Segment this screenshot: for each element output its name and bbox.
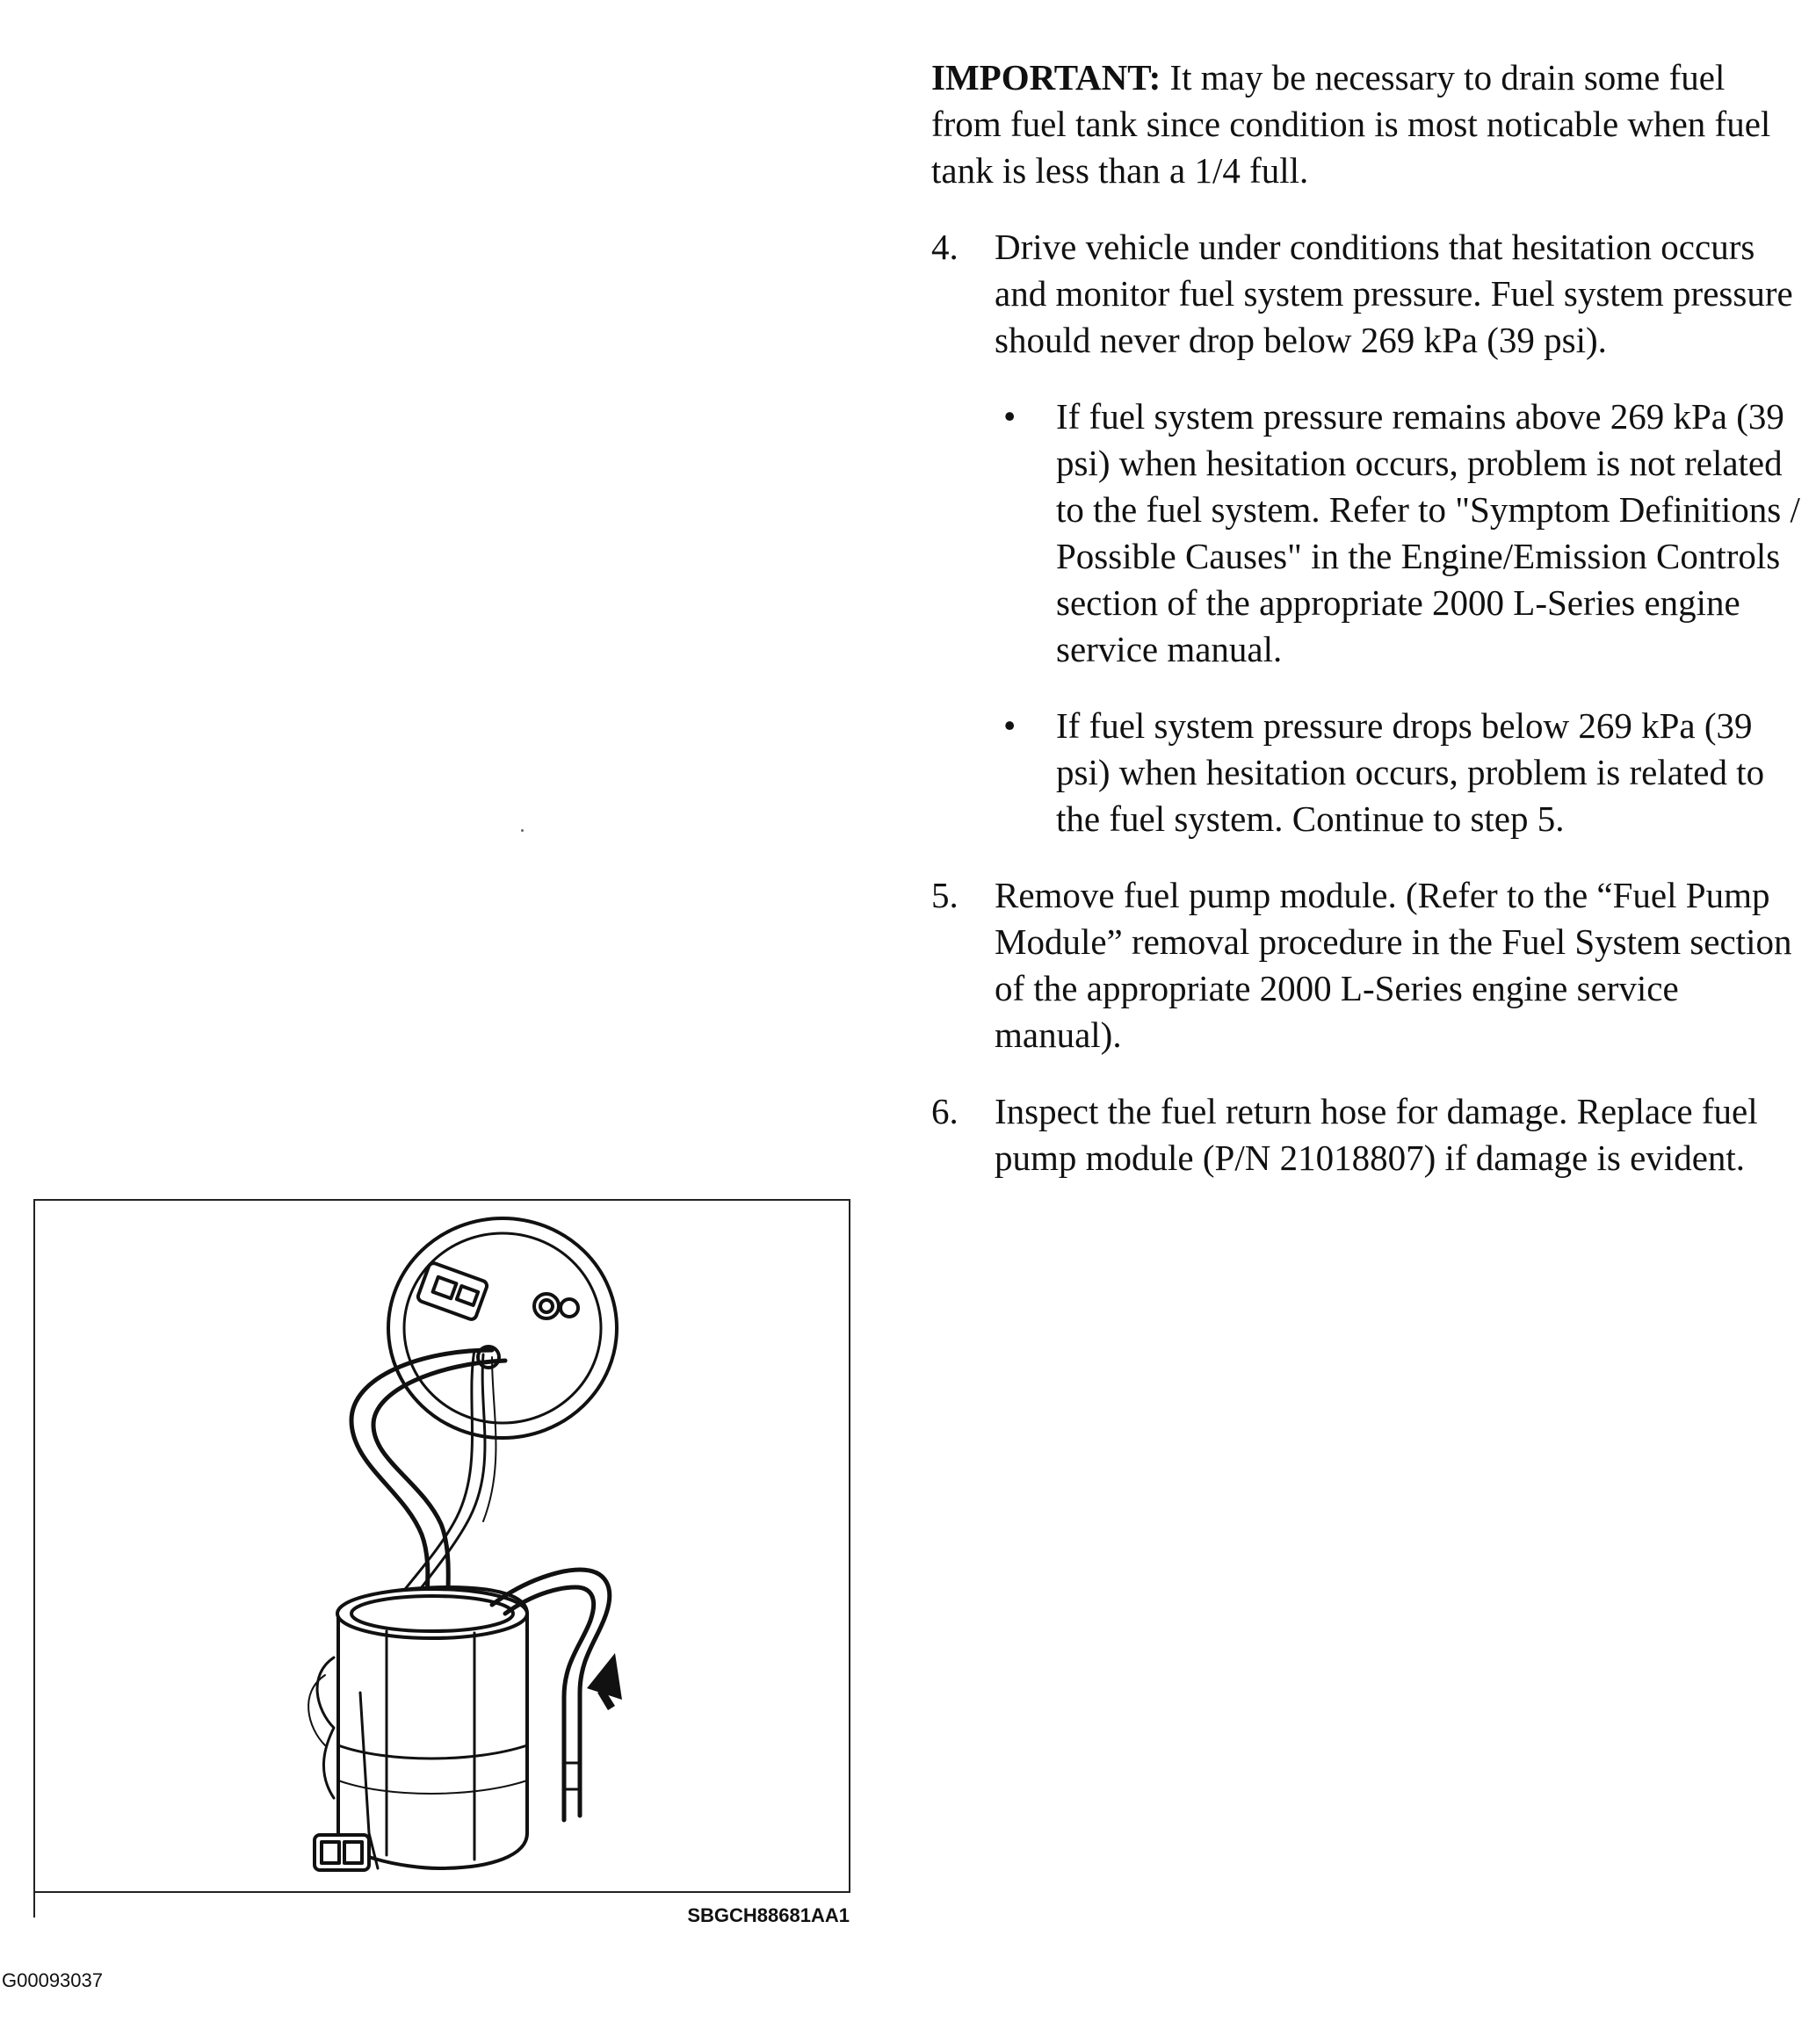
bullet-item [995,703,1801,842]
step-text: Drive vehicle under conditions that hesitation occurs and monitor fuel system pressure. Fuel system pressure should never drop below 269 kPa (39 psi). [995,227,1793,360]
bullet-item [995,394,1801,673]
step-4 [931,224,1801,364]
step-text: Remove fuel pump module. (Refer to the “Fuel Pump Module” removal procedure in the Fuel System section of the appropriate 2000 L-Series engine service manual). [995,875,1792,1055]
step-6 [931,1088,1801,1181]
scan-speck [521,829,524,832]
fuel-pump-module-figure [33,1199,850,1893]
bullet-text: If fuel system pressure remains above 269 kPa (39 psi) when hesitation occurs, problem is not related to the fuel system. Refer to "Symptom Definitions / Possible Causes" in the Engine/Emission Controls section of the appropriate 2000 L-Series engine service manual. [1056,396,1800,669]
step-number: 5. [931,875,959,915]
important-label: IMPORTANT: [931,57,1161,98]
bullet-icon: • [1003,705,1017,746]
flange-plate [388,1218,617,1438]
bullet-text: If fuel system pressure drops below 269 kPa (39 psi) when hesitation occurs, problem is related to the fuel system. Continue to step 5. [1056,705,1765,839]
step-number: 6. [931,1091,959,1131]
important-note [931,54,1801,194]
step-number: 4. [931,227,959,267]
document-id: G00093037 [2,1969,103,1991]
figure-code: SBGCH88681AA1 [687,1904,850,1926]
important-text: It may be necessary to drain some fuel from fuel tank since condition is most noticable when fuel tank is less than a 1/4 full. [931,57,1771,191]
fuel-pump-module-illustration [35,1201,849,1891]
step-5 [931,872,1801,1058]
bullet-icon: • [1003,396,1017,437]
step-4-bullets [995,394,1801,842]
step-text: Inspect the fuel return hose for damage. Replace fuel pump module (P/N 21018807) if damage is evident. [995,1091,1758,1178]
figure-left-tick [33,1893,35,1918]
instructions-column [931,54,1801,1211]
pointer-arrow-icon [587,1653,622,1710]
